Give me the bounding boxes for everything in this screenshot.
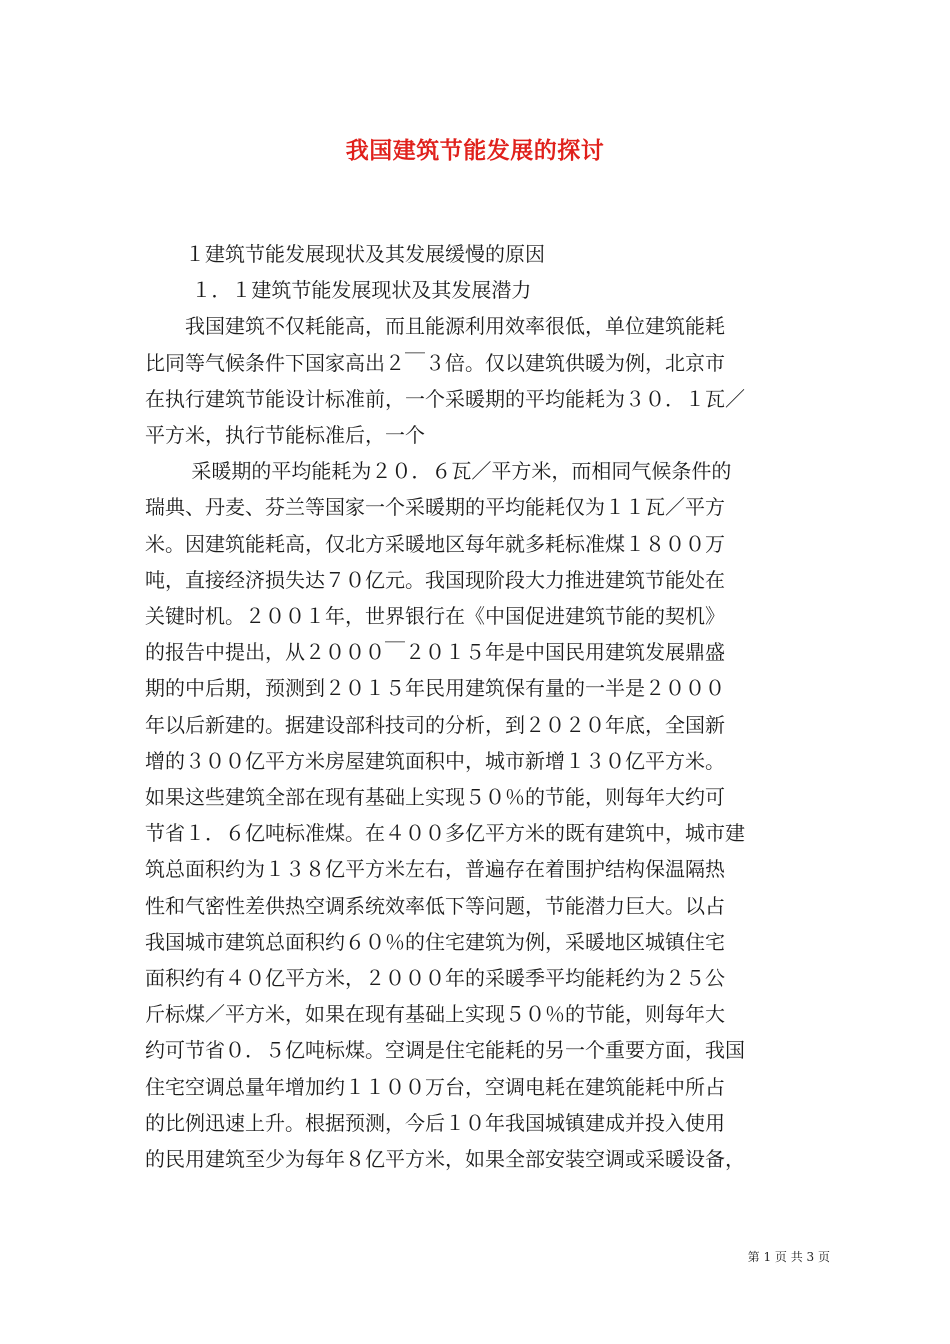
text-line: 增的３００亿平方米房屋建筑面积中，城市新增１３０亿平方米。 [145, 748, 725, 773]
text-line: 期的中后期，预测到２０１５年民用建筑保有量的一半是２０００ [145, 676, 725, 701]
text-line: 年以后新建的。据建设部科技司的分析，到２０２０年底，全国新 [145, 712, 725, 737]
text-line: 比同等气候条件下国家高出２￣３倍。仅以建筑供暖为例，北京市 [145, 350, 725, 375]
page-number-footer: 第 1 页 共 3 页 [747, 1250, 830, 1264]
text-line: 约可节省０．５亿吨标煤。空调是住宅能耗的另一个重要方面，我国 [145, 1038, 745, 1063]
text-line: 面积约有４０亿平方米，２０００年的采暖季平均能耗约为２５公 [145, 966, 725, 991]
text-line: 瑞典、丹麦、芬兰等国家一个采暖期的平均能耗仅为１１瓦／平方 [145, 495, 725, 520]
text-line: 吨，直接经济损失达７０亿元。我国现阶段大力推进建筑节能处在 [145, 567, 725, 592]
text-line: 斤标煤／平方米，如果在现有基础上实现５０％的节能，则每年大 [145, 1002, 725, 1027]
text-line: 我国建筑不仅耗能高，而且能源利用效率很低，单位建筑能耗 [145, 314, 725, 339]
text-line: 平方米，执行节能标准后，一个 [145, 423, 425, 448]
text-line: 的报告中提出，从２０００￣２０１５年是中国民用建筑发展鼎盛 [145, 640, 725, 665]
text-line: 筑总面积约为１３８亿平方米左右，普遍存在着围护结构保温隔热 [145, 857, 725, 882]
text-line: 在执行建筑节能设计标准前，一个采暖期的平均能耗为３０．１瓦／ [145, 386, 745, 411]
text-line: 性和气密性差供热空调系统效率低下等问题，节能潜力巨大。以占 [145, 893, 725, 918]
text-line: １．１建筑节能发展现状及其发展潜力 [145, 278, 532, 303]
text-line: 关键时机。２００１年，世界银行在《中国促进建筑节能的契机》 [145, 604, 725, 629]
text-line: 如果这些建筑全部在现有基础上实现５０％的节能，则每年大约可 [145, 785, 725, 810]
text-line: 的比例迅速上升。根据预测，今后１０年我国城镇建成并投入使用 [145, 1110, 725, 1135]
text-line: １建筑节能发展现状及其发展缓慢的原因 [145, 242, 545, 266]
text-line: 住宅空调总量年增加约１１００万台，空调电耗在建筑能耗中所占 [145, 1074, 725, 1099]
text-line: 米。因建筑能耗高，仅北方采暖地区每年就多耗标准煤１８００万 [145, 531, 725, 556]
text-line: 我国城市建筑总面积约６０％的住宅建筑为例，采暖地区城镇住宅 [145, 929, 725, 954]
document-body [145, 236, 810, 1177]
document-title: 我国建筑节能发展的探讨 [345, 137, 605, 164]
text-line: 采暖期的平均能耗为２０．６瓦／平方米，而相同气候条件的 [145, 459, 732, 484]
text-line: 的民用建筑至少为每年８亿平方米，如果全部安装空调或采暖设备， [145, 1147, 745, 1172]
text-line: 节省１．６亿吨标准煤。在４００多亿平方米的既有建筑中，城市建 [145, 821, 745, 846]
